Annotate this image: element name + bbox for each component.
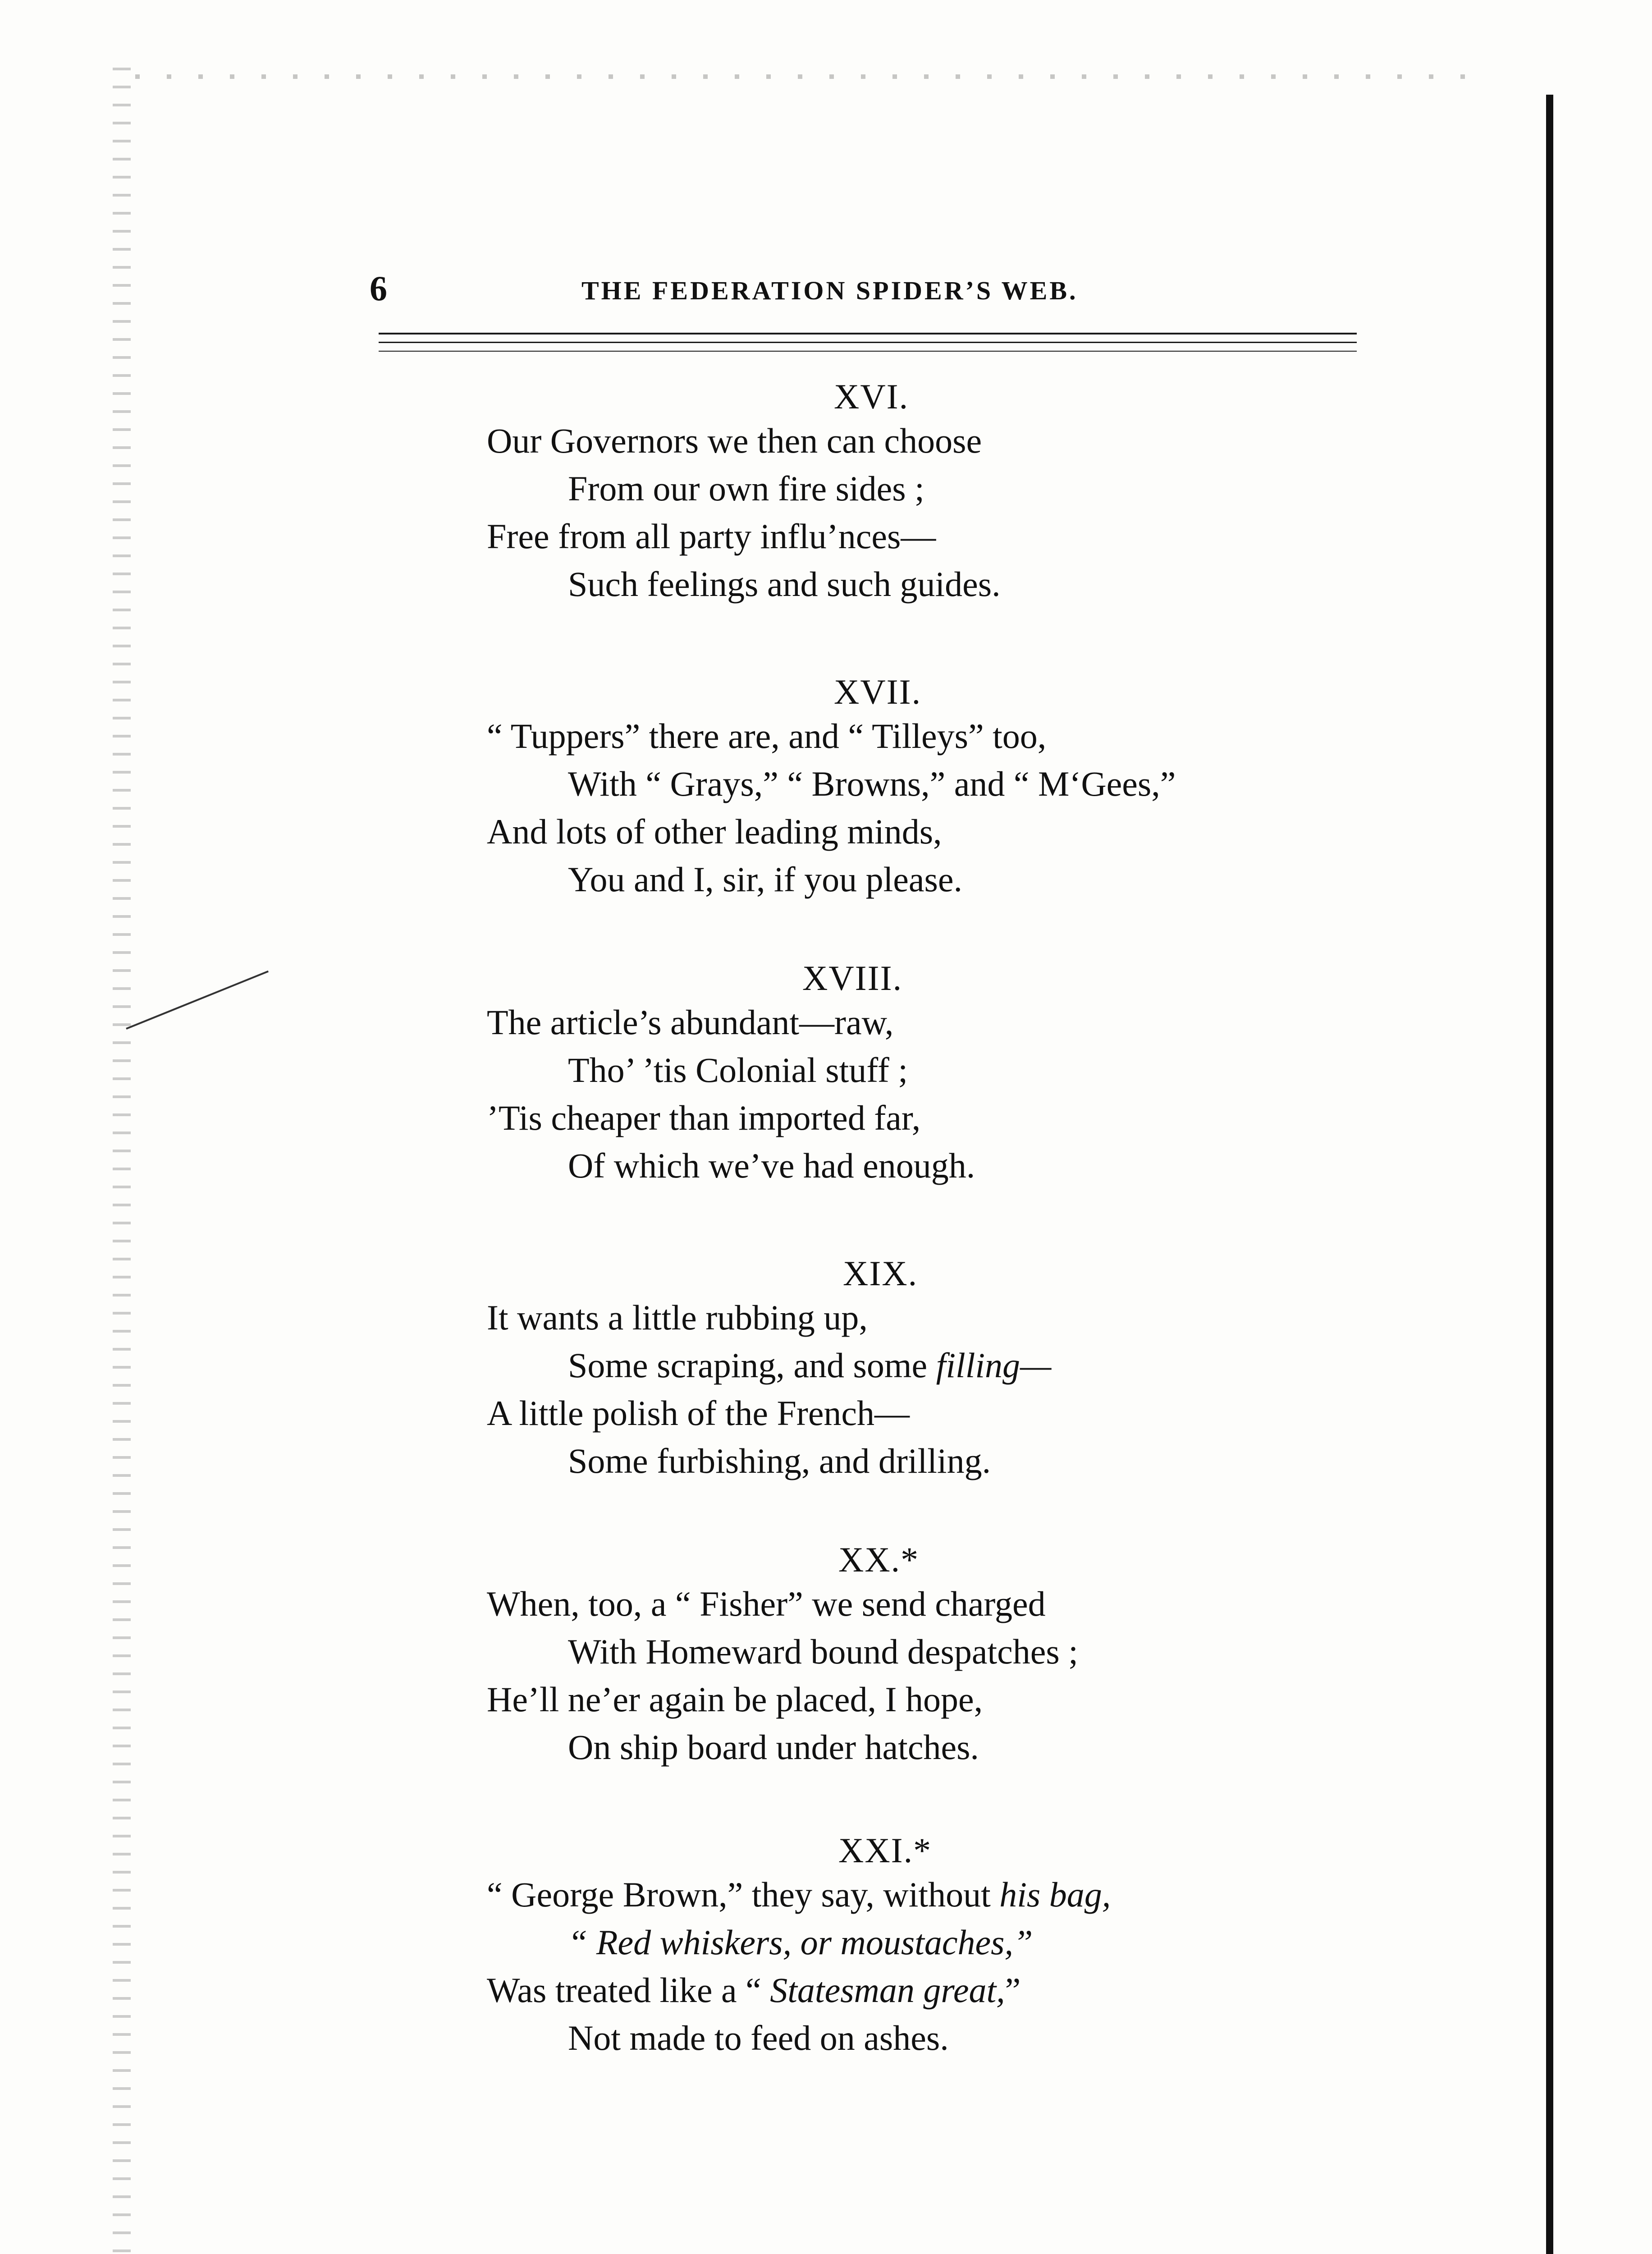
stanza-number: XX.* [838, 1540, 920, 1579]
verse-line [487, 1871, 1343, 1919]
margin-pencil-stroke [126, 971, 269, 1030]
verse-line: With Homeward bound despatches ; [568, 1632, 1078, 1671]
verse-line [487, 1919, 1343, 1966]
verse-line: Of which we’ve had enough. [568, 1146, 975, 1185]
verse-line: It wants a little rubbing up, [487, 1298, 868, 1337]
left-page-edge [113, 68, 131, 2254]
verse-line: Our Governors we then can choose [487, 421, 982, 460]
running-title: THE FEDERATION SPIDER’S WEB. [581, 276, 1078, 305]
page-header [370, 270, 1361, 307]
stanza-xviii [487, 958, 1343, 1190]
header-rule [379, 351, 1357, 352]
verse-line: “ Tuppers” there are, and “ Tilleys” too, [487, 716, 1047, 756]
verse-text-italic: Statesman great, [770, 1970, 1005, 2010]
verse-text: “ George Brown,” they say, without [487, 1875, 991, 1914]
verse-line: A little polish of the French— [487, 1393, 910, 1433]
stanza-number: XVII. [834, 672, 922, 711]
verse-line: From our own fire sides ; [568, 469, 924, 508]
stanza-xvii [487, 672, 1343, 903]
stanza-number: XVI. [834, 377, 909, 416]
stanza-number: XIX. [843, 1254, 918, 1293]
verse-line: On ship board under hatches. [568, 1727, 979, 1767]
page-number: 6 [370, 269, 387, 308]
stanza-xix [487, 1253, 1343, 1485]
stanza-number: XVIII. [802, 958, 903, 998]
verse-line: Tho’ ’tis Colonial stuff ; [568, 1050, 908, 1090]
stanza-xxi [487, 1830, 1343, 2062]
verse-text-italic: his bag, [999, 1875, 1111, 1914]
verse-line: ’Tis cheaper than imported far, [487, 1098, 921, 1137]
verse-text: Was treated like a “ [487, 1970, 761, 2010]
verse-line: With “ Grays,” “ Browns,” and “ M‘Gees,” [568, 764, 1176, 803]
verse-line: He’ll ne’er again be placed, I hope, [487, 1680, 983, 1719]
verse-text: ” [1005, 1970, 1021, 2010]
stanza-number: XXI.* [838, 1831, 932, 1870]
verse-line: You and I, sir, if you please. [568, 860, 963, 899]
top-page-edge [135, 74, 1487, 79]
verse-line: And lots of other leading minds, [487, 812, 942, 851]
verse-text-italic: “ Red whiskers, or moustaches,” [568, 1923, 1033, 1962]
right-binding-edge [1546, 95, 1553, 2254]
stanza-xvi [487, 376, 1343, 608]
header-rule [379, 333, 1357, 334]
verse-line: Free from all party influ’nces— [487, 517, 936, 556]
verse-text: Some scraping, and some [568, 1346, 928, 1385]
verse-line: Not made to feed on ashes. [568, 2018, 949, 2057]
verse-line: The article’s abundant—raw, [487, 1003, 894, 1042]
verse-text-italic: filling— [936, 1346, 1052, 1385]
verse-line: When, too, a “ Fisher” we send charged [487, 1584, 1046, 1623]
verse-line: Some furbishing, and drilling. [568, 1441, 991, 1480]
header-rule [379, 342, 1357, 343]
verse-line: Such feelings and such guides. [568, 564, 1001, 604]
verse-line [487, 1342, 1343, 1389]
verse-line [487, 1966, 1343, 2014]
stanza-xx [487, 1539, 1343, 1771]
